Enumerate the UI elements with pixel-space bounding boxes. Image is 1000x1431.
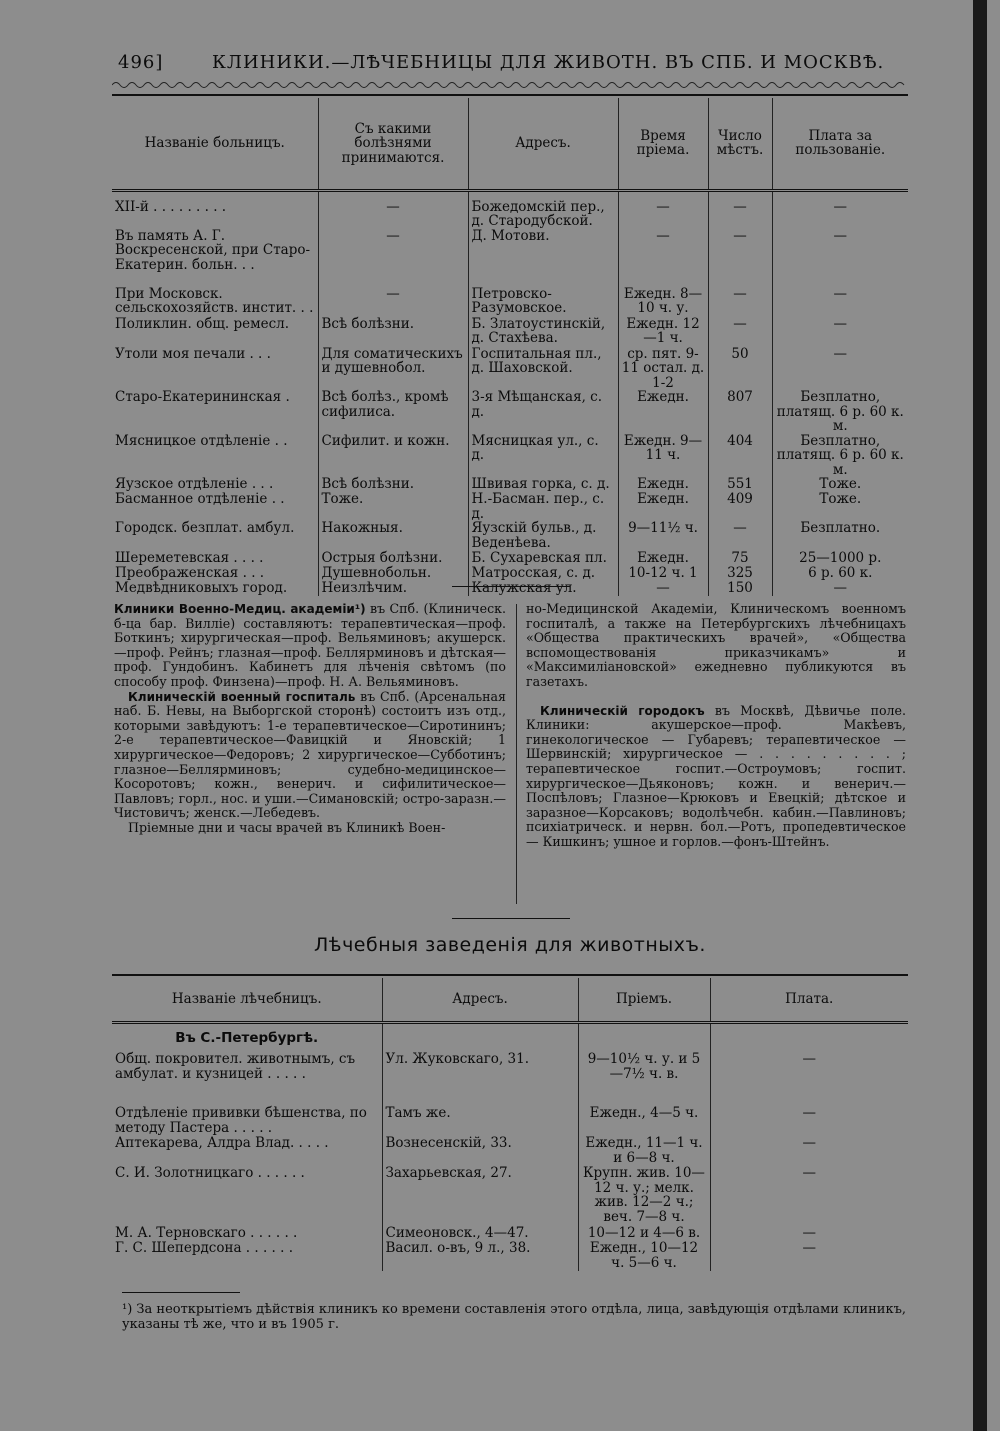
table-cell: Мясницкое отдѣленіе . . [115,432,288,449]
table-cell: 404 [708,434,772,478]
table-cell: Ежедн., 4—5 ч. [578,1106,710,1136]
separator [452,586,570,587]
table-cell: — [708,229,772,287]
footnote: ¹) За неоткрытіемъ дѣйствія клиникъ ко времени составленія этого отдѣла, лица, завѣдующія отдѣлами клиникъ, указаны тѣ же, что и въ 1905 г. [122,1302,906,1332]
paragraph-text: Пріемные дни и часы врачей въ Клиникѣ Воен- [128,819,446,835]
table-cell: Д. Мотови. [468,229,618,287]
table-cell: Н.-Басман. пер., с. д. [468,492,618,521]
table-cell: Всѣ болѣз., кромѣ сифилиса. [318,390,468,434]
table-cell: Утоли моя печали . . . [115,345,271,362]
table-cell: Басманное отдѣленіе . . [115,491,285,507]
column-divider [516,604,517,904]
table-cell: 9—10½ ч. у. и 5—7½ ч. в. [578,1052,710,1106]
paragraph [114,821,506,836]
table-row [112,1106,908,1136]
table-cell: — [772,190,908,229]
table-cell: Петровско-Разумовское. [468,287,618,317]
table-cell: С. И. Золотницкаго . . . . . . [115,1165,305,1181]
animals-table-top-rule [112,974,908,976]
separator [452,918,570,919]
table-cell: — [708,287,772,317]
table-cell: Г. С. Шепердсона . . . . . . [115,1240,293,1256]
table-row [112,551,908,566]
table-cell: Сифилит. и кожн. [318,434,468,478]
paragraph-lead: Клиническій военный госпиталь [128,689,356,704]
paragraph [114,602,506,690]
table-cell: Калужская ул. [468,581,618,596]
table-row [112,581,908,596]
paragraph-lead: Клиники Военно-Медиц. академіи¹) [114,602,366,616]
table-row [112,1226,908,1241]
table-cell: Яузское отдѣленіе . . . [115,476,274,492]
table-cell: Васил. о-въ, 9 л., 38. [382,1241,578,1271]
table-cell: — [618,581,708,596]
page-title: КЛИНИКИ.—ЛѢЧЕБНИЦЫ ДЛЯ ЖИВОТН. ВЪ СПБ. И МОСКВѢ. [212,52,885,73]
table-cell: — [318,287,468,317]
table-cell: Тоже. [772,492,908,521]
table-cell: 150 [708,581,772,596]
col-header-address: Адресъ. [468,98,618,190]
col-header-reception: Пріемъ. [578,978,710,1022]
table-cell: Отдѣленіе прививки бѣшенства, по методу Пастера . . . . . [115,1105,367,1136]
table-cell: Аптекарева, Алдра Влад. . . . . [115,1135,329,1151]
col-header-time: Время пріема. [618,98,708,190]
clinics-table [112,98,908,596]
table-row [112,492,908,521]
table-top-rule [112,94,908,96]
table-cell: Вознесенскій, 33. [382,1136,578,1166]
table-cell: — [710,1166,908,1226]
table-cell: — [708,521,772,551]
table-cell: Ежедн. 8—10 ч. у. [618,287,708,317]
table-cell: Шереметевская . . . . [115,550,264,566]
table-cell: Всѣ болѣзни. [318,317,468,347]
page-number: 496] [118,52,164,73]
table-cell: Всѣ болѣзни. [318,477,468,492]
table-cell: — [618,229,708,287]
col-header-name: Названіе больницъ. [144,135,285,151]
table-cell: XII-й . . . . . . . . . [115,198,227,215]
table-row [112,287,908,317]
table-cell: 3-я Мѣщанская, с. д. [468,390,618,434]
col-header-address: Адресъ. [382,978,578,1022]
table-cell: Ежедн. [618,390,708,434]
table-cell: Ул. Жуковскаго, 31. [382,1052,578,1106]
table-cell: 6 р. 60 к. [772,566,908,581]
right-column [526,602,906,850]
table-cell: Ежедн. [618,492,708,521]
table-cell: — [710,1136,908,1166]
table-cell: — [318,229,468,287]
table-cell: Ежедн. [618,477,708,492]
table-cell: Городск. безплат. амбул. [115,520,295,536]
table-cell: 325 [708,566,772,581]
paragraph-lead: Клиническій городокъ [540,703,705,718]
table-cell: — [710,1106,908,1136]
table-row [112,1166,908,1226]
table-cell: Ежедн., 10—12 ч. 5—6 ч. [578,1241,710,1271]
table-cell: Старо-Екатерининская . [115,389,290,405]
table-row [112,477,908,492]
table-cell: Симеоновск., 4—47. [382,1226,578,1241]
table-cell: Госпитальная пл., д. Шаховской. [468,347,618,391]
table-cell: Божедомскій пер., д. Стародубской. [468,190,618,229]
paragraph-text: въ Спб. (Клиническ. б-ца бар. Вилліе) составляютъ: терапевтическая—проф. Боткинъ; хирургическая—проф. Вельяминовъ; акушерск.—проф. Рейнъ; глазная—проф. Беллярминовъ и дѣтская—проф. Гундобинъ. Кабинетъ для лѣченія свѣтомъ (по способу проф. Финзена)—проф. Н. А. Вельяминовъ. [114,601,507,689]
animals-table [112,978,908,1271]
table-cell: Душевнобольн. [318,566,468,581]
table-cell: Безплатно, платящ. 6 р. 60 к. м. [772,434,908,478]
wavy-divider [112,80,908,90]
table-cell: ср. пят. 9-11 остал. д. 1-2 [618,347,708,391]
table-cell: Ежедн. [618,551,708,566]
paragraph-text: въ Спб. (Арсенальная наб. Б. Невы, на Выборгской сторонѣ) состоитъ изъ отд., которыми завѣдуютъ: 1-е терапевтическое—Сиротининъ; 2-е терапевтическое—Фавицкій и Яновскій; 1 хирургическое—Федоровъ; 2 хирургическое—Субботинъ; глазное—Беллярминовъ; судебно-медицинское—Косоротовъ; кожн., венерич. и сифилитическое—Павловъ; горл., нос. и уши.—Симановскій; остро-заразн.—Чистовичъ; женск.—Лебедевъ. [114,688,507,821]
table-cell: — [708,317,772,347]
col-header-clinic: Названіе лѣчебницъ. [171,991,322,1007]
scan-edge [973,0,987,1431]
table-cell: М. А. Терновскаго . . . . . . [115,1225,298,1241]
paragraph-text: но-Медицинской Академіи, Клиническомъ военномъ госпиталѣ, а также на Петербургскихъ лѣчебницахъ «Общества практическихъ врачей», «Общества вспомоществованія приказчикамъ» и «Максимиліановской» ежедневно публикуются въ газетахъ. [526,601,906,689]
table-cell: Для соматическихъ и душевнобол. [318,347,468,391]
table-row [112,1241,908,1271]
table-cell: — [318,190,468,229]
table-cell: Швивая горка, с. д. [468,477,618,492]
table-row [112,1052,908,1106]
table-cell: 10—12 и 4—6 в. [578,1226,710,1241]
table-cell: 807 [708,390,772,434]
table-cell: 10-12 ч. 1 [618,566,708,581]
table-cell: — [710,1241,908,1271]
footnote-separator [122,1292,240,1293]
table-row [112,1136,908,1166]
paragraph [114,690,506,821]
table-cell: При Московск. сельскохозяйств. инстит. . . [115,285,314,316]
table-cell: — [772,581,908,596]
paragraph [526,602,906,690]
table-cell: Яузскій бульв., д. Веденѣева. [468,521,618,551]
table-cell: — [772,317,908,347]
table-cell: Медвѣдниковыхъ город. [115,580,288,596]
table-cell: Ежедн. 12—1 ч. [618,317,708,347]
table-cell: 75 [708,551,772,566]
table-row [112,521,908,551]
table-cell: Общ. покровител. животнымъ, съ амбулат. и кузницей . . . . . [115,1051,356,1082]
table-cell: — [618,190,708,229]
table-cell: — [772,347,908,391]
table-cell: Преображенская . . . [115,565,265,581]
col-header-payment: Плата. [710,978,908,1022]
table-row [112,347,908,391]
table-cell: Захарьевская, 27. [382,1166,578,1226]
table-cell: 50 [708,347,772,391]
table-cell: Крупн. жив. 10—12 ч. у.; мелк. жив. 12—2 ч.; веч. 7—8 ч. [578,1166,710,1226]
table-cell: 9—11½ ч. [618,521,708,551]
table-row [112,390,908,434]
table-cell: — [708,190,772,229]
paragraph [526,704,906,850]
table-row [112,190,908,229]
page [112,30,908,1360]
table-cell: — [710,1226,908,1241]
table-row [112,434,908,478]
table-cell: Въ память А. Г. Воскресенской, при Старо-Екатерин. больн. . . [115,227,311,273]
table-cell: Б. Сухаревская пл. [468,551,618,566]
paragraph-text: въ Москвѣ, Дѣвичье поле. Клиники: акушерское—проф. Макѣевъ, гинекологическое — Губаревъ; терапевтическое — Шервинскій; хирургическое — . . . . . . . . . ; терапевтическое госпит.—Остроумовъ; госпит. хирургическое—Дьяконовъ; кожн. и венерич.—Поспѣловъ; Глазное—Крюковъ и Евецкій; дѣтское и заразное—Корсаковъ; водолѣчебн. кабин.—Павлиновъ; психіатрическ. и нервн. бол.—Ротъ, пропедевтическое — Кишкинъ; ушное и горлов.—фонъ-Штейнъ. [526,702,906,849]
table-cell: Тоже. [772,477,908,492]
section-title: Лѣчебныя заведенія для животныхъ. [314,934,706,956]
table-cell: — [772,287,908,317]
table-cell: Безплатно. [772,521,908,551]
table-cell: 551 [708,477,772,492]
table-cell: Тоже. [318,492,468,521]
city-heading: Въ С.-Петербургѣ. [175,1029,319,1046]
table-row [112,317,908,347]
table-cell: — [710,1052,908,1106]
col-header-diseases: Съ какими болѣзнями принимаются. [318,98,468,190]
col-header-fee: Плата за пользованіе. [772,98,908,190]
table-cell: 409 [708,492,772,521]
table-cell: Неизлѣчим. [318,581,468,596]
table-cell: Безплатно, платящ. 6 р. 60 к. м. [772,390,908,434]
table-row [112,566,908,581]
table-cell: Ежедн., 11—1 ч. и 6—8 ч. [578,1136,710,1166]
table-cell: Матросская, с. д. [468,566,618,581]
table-cell: 25—1000 р. [772,551,908,566]
table-cell: Острыя болѣзни. [318,551,468,566]
table-cell: Поликлин. общ. ремесл. [115,315,290,332]
table-cell: Тамъ же. [382,1106,578,1136]
table-row [112,229,908,287]
table-cell: Мясницкая ул., с. д. [468,434,618,478]
left-column [114,602,506,836]
table-cell: Ежедн. 9—11 ч. [618,434,708,478]
table-cell: Накожныя. [318,521,468,551]
table-cell: — [772,229,908,287]
col-header-places: Число мѣстъ. [708,98,772,190]
table-cell: Б. Златоустинскій, д. Стахѣева. [468,317,618,347]
